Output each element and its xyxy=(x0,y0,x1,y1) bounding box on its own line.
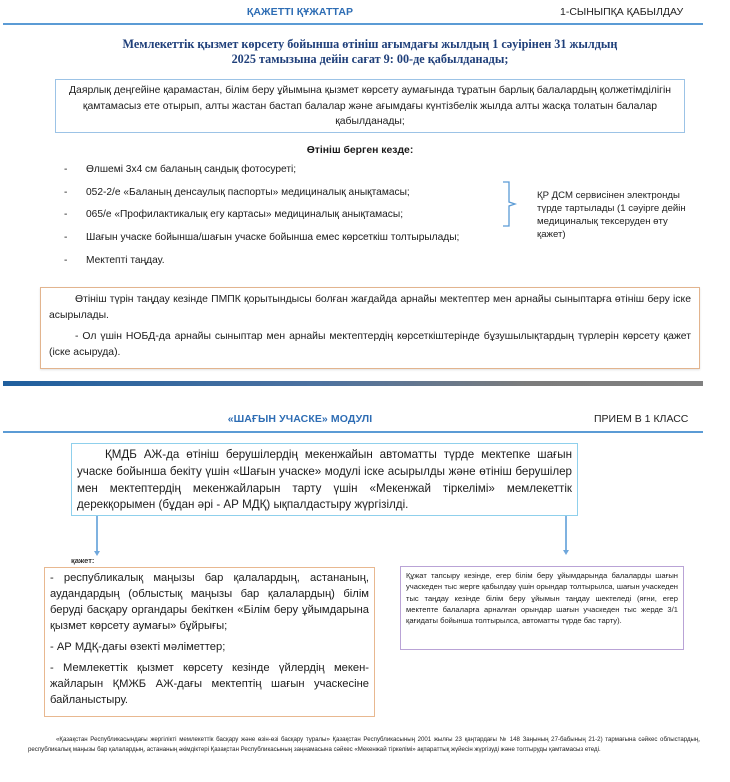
slide1-header-right: 1-СЫНЫПҚА ҚАБЫЛДАУ xyxy=(560,6,684,18)
deadline-notice xyxy=(60,37,680,67)
need-label: қажет: xyxy=(71,556,95,565)
restriction-note-text: Құжат тапсыру кезінде, егер білім беру ұйымдарында балаларды шағын учаскеден тыс жерге қабылдау үшін орындар толтырылса, шағын учаскеден тыс таңдау кезінде білім беру ұйымын таңдау шектеледі (яғни, егер мектепте балаларға арналған орындар шағын учаскеден тыс жерде 3/1 қағидаты бойынша толтырылса, автоматты түрде бас тарту). xyxy=(406,571,678,626)
selection-restriction-note xyxy=(400,566,684,650)
connector-line-right xyxy=(565,516,567,552)
docs-list xyxy=(60,163,498,267)
slide2-header-line xyxy=(3,431,703,433)
special-schools-box xyxy=(40,287,700,369)
slide2-title: «ШАҒЫН УЧАСКЕ» МОДУЛІ xyxy=(227,413,373,425)
docs-list-item: - Шағын учаске бойынша/шағын учаске бойынша емес көрсеткіш толтырылады; xyxy=(64,231,460,243)
arrow-down-icon xyxy=(563,550,569,555)
docs-heading: Өтініш берген кезде: xyxy=(306,145,414,156)
module-intro-text: ҚМДБ АЖ-да өтініш берушілердің мекенжайын автоматты түрде мектепке шағын учаске бойынша бекіту үшін «Шағын учаске» модулі іске асырылды және өтініш берушілер мен мектептердің мекенжайларын тарту үшін «Мекенжай тіркелімі» мемлекеттік дерекқорымен (бұдан әрі - АР МДҚ) ықпалдастыру жүргізілді. xyxy=(77,448,572,512)
requirements-box xyxy=(44,567,375,717)
medical-side-note: ҚР ДСМ сервисінен электронды түрде тартылады (1 сәуірге дейін медициналық тексеруден өту қажет) xyxy=(537,190,686,240)
deadline-line-1: Мемлекеттік қызмет көрсету бойынша өтініш ағымдағы жылдың 1 сәуірінен 31 жылдың xyxy=(122,37,618,51)
slide1-header-line xyxy=(3,23,703,25)
arrow-down-icon xyxy=(94,551,100,556)
legal-footnote: «Қазақстан Республикасындағы жергілікті мемлекеттік басқару және өзін-өзі басқару туралы» Қазақстан Республикасының 2001 жылғы 23 қаңтардағы № 148 Заңының 27-бабының 21-2) тармағына сәйкес облыстардың, республикалық маңызы бар қалалардың, астананың әкімдіктері Қазақстан Республикасының заңнамасына сәйкес «Мекенжай тіркелімі» ақпараттық жүйесін жүргізуді және толтыруды қамтамасыз етеді. xyxy=(28,736,700,753)
special-para-2: - Ол үшін НОБД-да арнайы сыныптар мен арнайы мектептердің көрсеткіштерінде бұзушылықтардың түрлерін көрсету қажет (іске асыруда). xyxy=(49,331,691,358)
docs-list-item: - 065/е «Профилактикалық егу картасы» медициналық анықтамасы; xyxy=(64,209,404,220)
slide1-title: ҚАЖЕТТІ ҚҰЖАТТАР xyxy=(246,6,354,18)
brace-icon xyxy=(500,180,520,228)
eligibility-box xyxy=(55,79,685,133)
eligibility-text: Даярлық деңгейіне қарамастан, білім беру ұйымына қызмет көрсету аумағында тұратын барлық балалардың қолжетімділігін қамтамасыз ете отырып, алты жастан бастап балалар және ағымдағы күнтізбелік жылда алты жасқа толатын балалар қабылданады; xyxy=(69,85,671,127)
deadline-line-2: 2025 тамызына дейін сағат 9: 00-де қабылданады; xyxy=(231,52,509,66)
module-intro-box xyxy=(71,443,578,516)
connector-line-left xyxy=(96,516,98,553)
docs-list-item: - 052-2/е «Баланың денсаулық паспорты» медициналық анықтамасы; xyxy=(64,186,410,198)
docs-list-item: - Өлшемі 3х4 см баланың сандық фотосуреті; xyxy=(64,164,297,175)
requirement-item: - Мемлекеттік қызмет көрсету кезінде үйлердің мекен-жайларын ҚМЖБ АЖ-дағы мектептің шағын учаскесіне байланыстыру. xyxy=(50,662,369,706)
requirement-item: - республикалық маңызы бар қалалардың, астананың, аудандардың (облыстық маңызы бар қалалардың) білім беруді басқару органдары бекіткен «Білім беру ұйымдарына қызмет көрсету аумағы» бұйрығы; xyxy=(50,572,369,632)
slide2-header-right: ПРИЕМ В 1 КЛАСС xyxy=(594,413,689,425)
requirement-item: - АР МДҚ-дағы өзекті мәліметтер; xyxy=(50,641,226,653)
docs-list-item: - Мектепті таңдау. xyxy=(64,254,165,266)
special-para-1: Өтініш түрін таңдау кезінде ПМПК қорытындысы болған жағдайда арнайы мектептер мен арнайы сыныптарға өтініш беру іске асырылады. xyxy=(49,294,691,321)
slide-divider xyxy=(3,381,703,386)
